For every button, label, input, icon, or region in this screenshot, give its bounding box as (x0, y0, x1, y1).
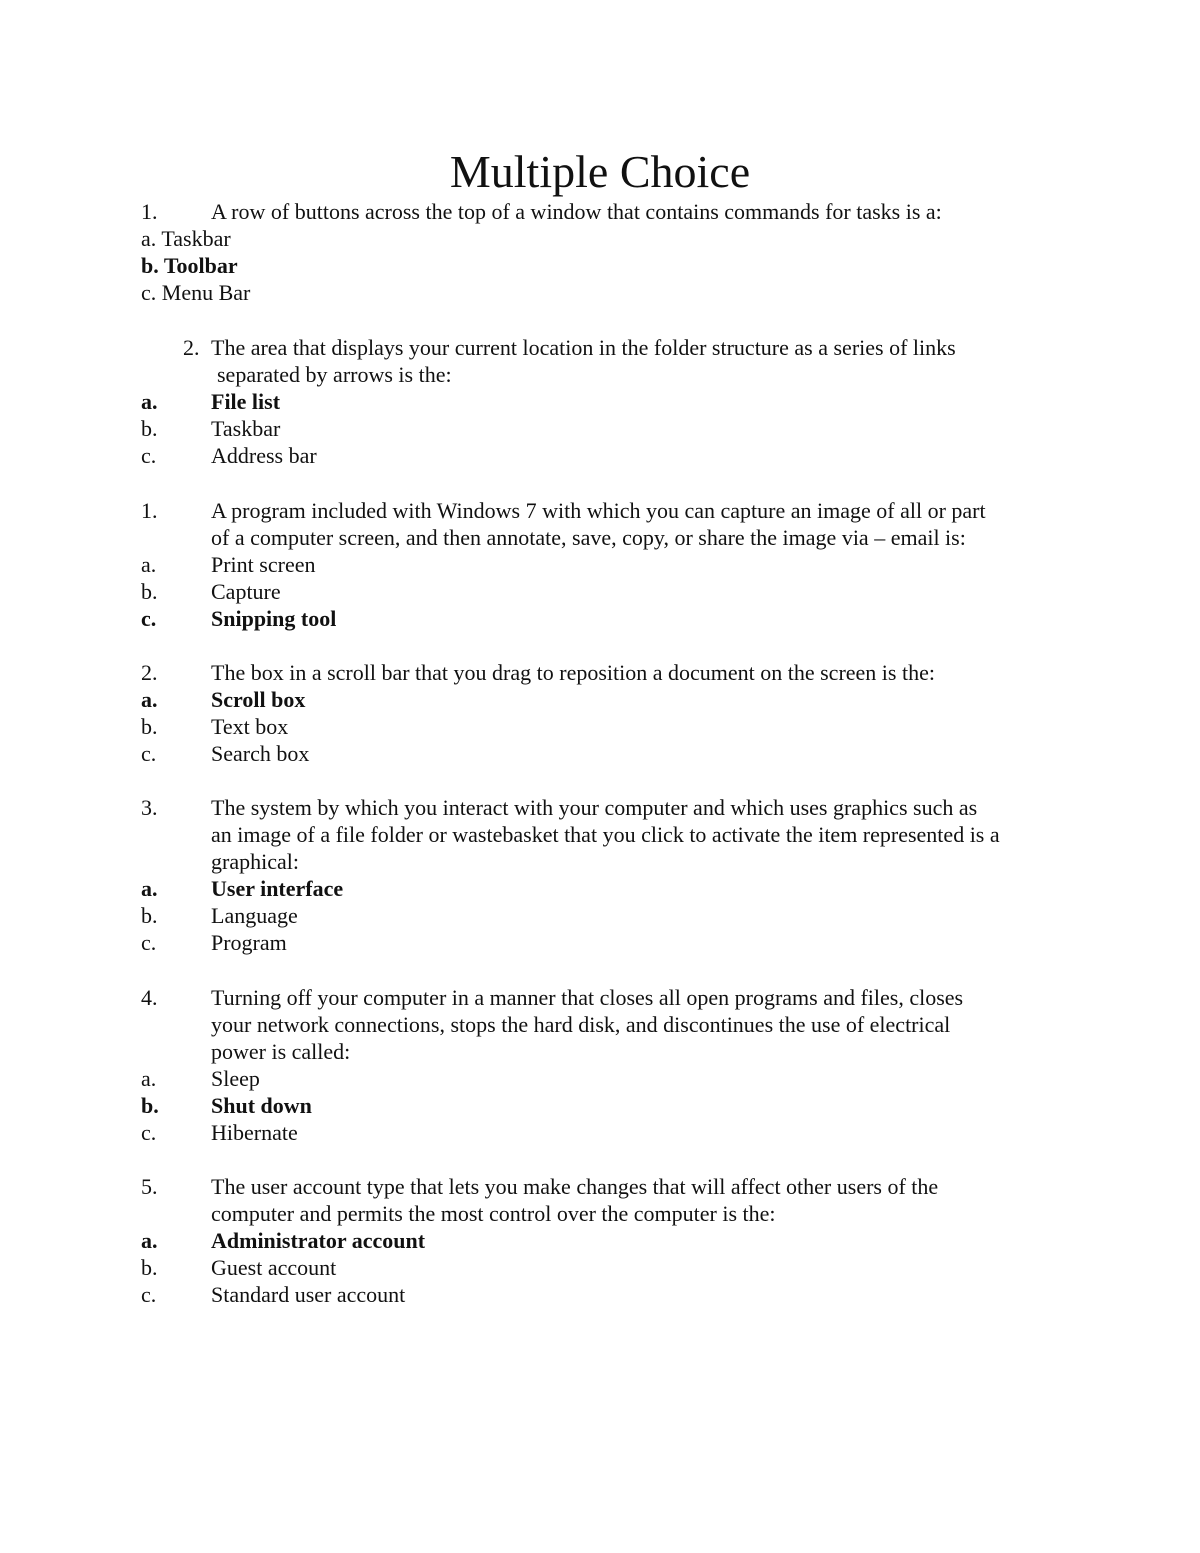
answer-option-a-correct: User interface (211, 876, 344, 901)
answer-option-a: a. Taskbar (141, 226, 231, 251)
answer-letter-c: c. (141, 741, 157, 766)
question-text-line-1: A program included with Windows 7 with which you can capture an image of all or part (211, 498, 986, 523)
answer-option-b: Taskbar (211, 416, 281, 441)
question-text: A row of buttons across the top of a window that contains commands for tasks is a: (211, 199, 942, 224)
answer-option-c: Search box (211, 741, 310, 766)
answer-letter-c: c. (141, 930, 157, 955)
answer-option-a: Sleep (211, 1066, 260, 1091)
question-text-line-2: your network connections, stops the hard disk, and discontinues the use of electrical (211, 1012, 951, 1037)
answer-letter-b: b. (141, 416, 158, 441)
answer-letter-c: c. (141, 606, 157, 631)
answer-letter-a: a. (141, 552, 157, 577)
answer-letter-b: b. (141, 1093, 159, 1118)
question-number: 4. (141, 985, 158, 1010)
answer-option-c: Hibernate (211, 1120, 298, 1145)
answer-option-c-correct: Snipping tool (211, 606, 337, 631)
question-text-line-2: of a computer screen, and then annotate, save, copy, or share the image via – email is: (211, 525, 966, 550)
answer-letter-b: b. (141, 714, 158, 739)
question-number: 2. (141, 660, 158, 685)
question-text-line-1: The box in a scroll bar that you drag to reposition a document on the screen is the: (211, 660, 935, 685)
answer-option-b-correct: b. Toolbar (141, 253, 238, 278)
question-number: 2. (183, 335, 200, 360)
question-text-line-3: graphical: (211, 849, 299, 874)
answer-option-b-correct: Shut down (211, 1093, 312, 1118)
answer-letter-a: a. (141, 1228, 158, 1253)
question-number: 1. (141, 498, 158, 523)
answer-option-b: Capture (211, 579, 281, 604)
answer-option-b: Guest account (211, 1255, 337, 1280)
answer-option-a: Print screen (211, 552, 316, 577)
question-number: 3. (141, 795, 158, 820)
answer-letter-b: b. (141, 903, 158, 928)
answer-option-a-correct: Scroll box (211, 687, 306, 712)
question-number: 1. (141, 199, 158, 224)
answer-letter-c: c. (141, 1282, 157, 1307)
question-number: 5. (141, 1174, 158, 1199)
answer-option-b: Text box (211, 714, 289, 739)
question-text-line-2: computer and permits the most control over the computer is the: (211, 1201, 776, 1226)
answer-letter-c: c. (141, 443, 157, 468)
answer-letter-b: b. (141, 1255, 158, 1280)
answer-letter-a: a. (141, 1066, 157, 1091)
question-text-line-2: an image of a file folder or wastebasket that you click to activate the item represented is a (211, 822, 1000, 847)
question-text-line-1: The system by which you interact with your computer and which uses graphics such as (211, 795, 978, 820)
answer-letter-a: a. (141, 389, 158, 414)
answer-letter-a: a. (141, 876, 158, 901)
answer-option-c: Address bar (211, 443, 317, 468)
answer-letter-b: b. (141, 579, 158, 604)
answer-option-c: c. Menu Bar (141, 280, 251, 305)
answer-letter-c: c. (141, 1120, 157, 1145)
answer-option-c: Program (211, 930, 287, 955)
answer-option-c: Standard user account (211, 1282, 406, 1307)
question-text-line-1: The area that displays your current location in the folder structure as a series of links (211, 335, 956, 360)
question-text-line-1: The user account type that lets you make changes that will affect other users of the (211, 1174, 939, 1199)
answer-letter-a: a. (141, 687, 158, 712)
question-text-line-2: separated by arrows is the: (217, 362, 452, 387)
question-text-line-3: power is called: (211, 1039, 351, 1064)
answer-option-a-correct: File list (211, 389, 281, 414)
answer-option-b: Language (211, 903, 298, 928)
page-title: Multiple Choice (449, 146, 751, 197)
answer-option-a-correct: Administrator account (211, 1228, 426, 1253)
question-text-line-1: Turning off your computer in a manner that closes all open programs and files, closes (211, 985, 964, 1010)
